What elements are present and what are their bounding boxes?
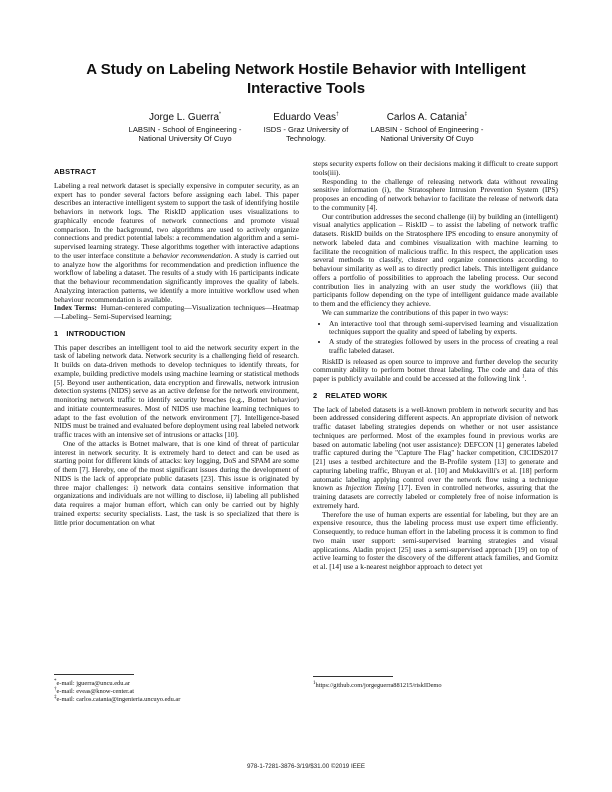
abstract-heading: ABSTRACT bbox=[54, 167, 97, 176]
section-heading-introduction: 1 INTRODUCTION bbox=[54, 328, 126, 338]
author-name: Eduardo Veas† bbox=[273, 111, 339, 123]
intro-paragraph: RiskID is released as open source to improve and further develop the security community ability to perform botnet threat labeling. The code and data of this paper is publicly available and could be accessed at the following link $^1$. bbox=[313, 356, 558, 383]
intro-paragraph: Our contribution addresses the second challenge (ii) by building an (intelligent) visual analytics application – RiskID – to assist the labeling of network traffic datasets. RiskID builds on the Stratosphere IPS encoding to ensure anonymity of network labeled data and combines visualization with machine learning to facilitate the recognition of malicious traffic. In this respect, the application uses several methods to classify, cluster and organize connections according to behaviour similarity as well as to directly predict labels. This intelligent guidance offers a portfolio of possibilities to approach the labeling process. Our second contribution lies in analyzing with an user study the workflows (iii) that participants follow depending on the type of intelligent guidance made available to them and the efficiency they achieve. bbox=[313, 211, 558, 308]
url-footnote bbox=[313, 676, 558, 690]
list-item: • An interactive tool that through semi-supervised learning and visualization techniques support the quality and speed of labeling by experts. bbox=[329, 320, 558, 338]
index-terms: Index Terms: Human-centered computing—Visualization techniques—Heatmap—Labeling– Semi-Supervised learning; bbox=[54, 303, 300, 321]
footnote-email: *e-mail: jguerra@uncu.edu.ar bbox=[54, 678, 130, 687]
related-work-paragraph: The lack of labeled datasets is a well-known problem in network security and has been addressed considering different aspects. An appropriate division of network traffic dataset labeling strategies depends on whether or not user assistance techniques are performed. Most of the examples found in previous works are based on automatic labeling (not user assistance): DEFCON [1] generates labeled traffic captured during the "Capture The Flag" hacker competition, CICIDS2017 [21] uses a testbed architecture and the B-Profile system [13] to generate and capturing labeling traffic, Bhuyan et al. [10] and Mukkavilli's et al. [18] perform automatic labeling applying control over the network flow using a technique known as Injection Timing [17]. Even in controlled networks, assuring that the training datasets are correctly labeled or completely free of noise information is extremely hard. bbox=[313, 404, 558, 510]
author-affiliation: LABSIN - School of Engineering - National University Of Cuyo bbox=[370, 125, 484, 144]
list-item: • A study of the strategies followed by users in the process of creating a real traffic labeled dataset. bbox=[329, 338, 558, 356]
related-work-paragraph: Therefore the use of human experts are essential for labeling, but they are an expensive resource, thus the labeling process must use expert time efficiently. Consequently, to reduce human effort in the labeling process it is common to find two main user support: semi-supervised learning strategies and visual applications. Aladin project [25] uses a semi-supervised approach [19] on top of active learning to foster the discovery of the different attack families, and Gornitz et al. [14] use a k-nearest neighbor approach to detect yet bbox=[313, 509, 558, 571]
intro-paragraph: This paper describes an intelligent tool to aid the network security expert in the task of labeling network data. Network security is a challenging field of research. It builds on data-driven methods to develop techniques to identify threats, for example, building predictive models using machine learning or statistical methods [5]. Beyond user authentication, data encryption and firewalls, network intrusion detection systems (NIDS) serve as an active defense for the network environment, monitoring network traffic to identify security breaches (e.g., Botnet behavior) and initiate countermeasures. Most of NIDS use machine learning techniques to adapt to the fast evolution of the network environment [7]. Intelligence-based NIDS must be trained and evaluated before deployment using real labeled network traffic traces with an intensive set of intrusions or attacks [10]. bbox=[54, 342, 299, 439]
footnote-rule bbox=[54, 674, 134, 675]
contribution-list bbox=[313, 320, 558, 356]
section-heading-related-work: 2 RELATED WORK bbox=[313, 390, 388, 400]
footnote-email: ‡e-mail: carlos.catania@ingenieria.uncuyo.edu.ar bbox=[54, 694, 181, 703]
intro-paragraph: One of the attacks is Botnet malware, that is one kind of threat of particular interest in network security. It is extremely hard to detect and can be used as starting point for different kinds of attacks: key logging, DoS and SPAM are some of them [7]. Hereby, one of the most significant issues during the development of NIDS is the lack of appropriate public datasets [23]. This issue is originated by three major challenges: i) network data contains sensitive information that organizations and individuals are not willing to disclose, ii) labeling all published data requires a major human effort, which can only be carried out by highly trained experts: security specialists. Last, the task is so specialized that there is little prior documentation on what bbox=[54, 438, 299, 527]
author-affiliation: ISDS - Graz University of Technology. bbox=[263, 125, 349, 144]
paper-title: A Study on Labeling Network Hostile Behavior with Intelligent Interactive Tools bbox=[86, 61, 526, 97]
copyright-footer: 978-1-7281-3876-3/19/$31.00 ©2019 IEEE bbox=[246, 763, 366, 770]
left-column bbox=[54, 168, 299, 527]
abstract-text: Labeling a real network dataset is specially expensive in computer security, as an expert has to ponder several factors before assigning each label. This paper describes an interactive intelligent system to support the task of identifying hostile behaviors in network logs. The RiskID application uses visualizations to graphically encode features of network connections and promote visual comparison. In the background, two algorithms are used to actively organize connections and predict potential labels: a recommendation algorithm and a semi-supervised learning strategy. These algorithms together with interactive adaptions to the user interface constitute a behavior recommendation. A study is carried out to analyze how the algorithms for recommendation and prediction influence the workflow of labeling a dataset. The results of a study with 16 participants indicate that the behaviour recommendation significantly improves the quality of labels. Analyzing interaction patterns, we identify a more intuitive workflow used when behaviour recommendation is available. bbox=[54, 180, 299, 304]
author-3 bbox=[352, 112, 502, 144]
footnote-rule bbox=[313, 676, 393, 677]
footnote-email: †e-mail: eveas@know-center.at bbox=[54, 686, 135, 695]
intro-paragraph: We can summarize the contributions of this paper in two ways: bbox=[322, 307, 509, 317]
footnote-url[interactable]: $^1$https://github.com/jorgeguerra881215/riskIDemo bbox=[313, 680, 442, 689]
right-column bbox=[313, 160, 558, 572]
author-name: Carlos A. Catania‡ bbox=[386, 111, 468, 123]
author-footnotes bbox=[54, 674, 299, 704]
intro-paragraph: Responding to the challenge of releasing network data without revealing sensitive information (i), the Stratosphere Intrusion Prevention System (IPS) proposes an encoding of network behavior to facilitate the release of network data to the community [4]. bbox=[313, 176, 558, 212]
author-name: Jorge L. Guerra* bbox=[149, 111, 221, 123]
author-affiliation: LABSIN - School of Engineering - National University Of Cuyo bbox=[128, 125, 242, 144]
intro-paragraph: steps security experts follow on their decisions making it difficult to create support tools(iii). bbox=[313, 159, 558, 177]
footnote-ref[interactable]: 1 bbox=[521, 374, 525, 380]
